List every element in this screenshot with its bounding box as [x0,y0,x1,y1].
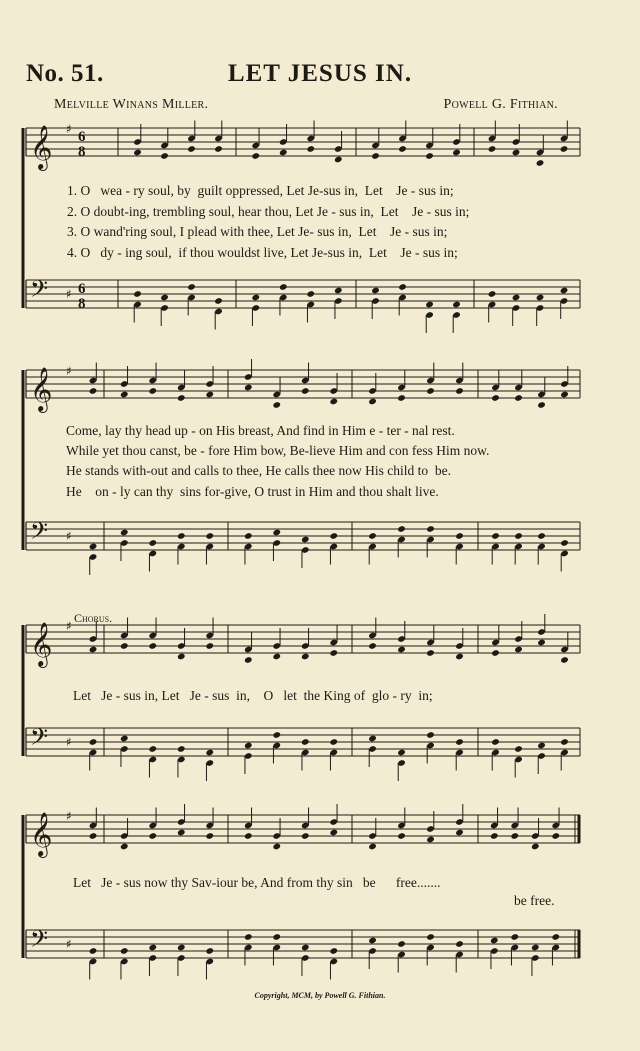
note-head [89,947,98,955]
hymn-number: No. 51. [26,60,104,87]
chorus-line-2: Let Je - sus now thy Sav-iour be, And from thy sin be free....... [73,875,441,890]
note-head [177,532,186,540]
note-head [89,832,98,840]
note-head [551,933,560,941]
note-head [531,843,540,851]
composer-credit: Powell G. Fithian. [443,97,558,112]
note-head [426,836,435,844]
note-head [531,944,540,952]
note-head [177,394,186,402]
note-head [120,529,129,537]
note-head [301,536,310,544]
note-head [177,745,186,753]
note-head [148,387,157,395]
note-head [187,145,196,153]
note-head [560,738,569,746]
note-head [334,156,343,164]
note-head [205,642,214,650]
note-head [560,391,569,399]
note-head [455,532,464,540]
note-head [425,152,434,160]
note-head [301,653,310,661]
note-head [214,297,223,305]
verse-4-line-1: 4. O dy - ing soul, if thou wouldst live, Let Je-sus in, Let Je - sus in; [67,245,458,260]
note-head [306,145,315,153]
note-head [368,735,377,743]
note-head [214,145,223,153]
note-head [89,646,98,654]
author-credit: Melville Winans Miller. [54,97,209,112]
treble-clef-icon: 𝄞 [30,367,53,411]
treble-clef-icon: 𝄞 [30,622,53,666]
note-head [368,843,377,851]
note-head [272,529,281,537]
note-head [205,947,214,955]
treble-clef-icon: 𝄞 [30,125,53,169]
note-head [279,283,288,291]
note-head [329,829,338,837]
note-head [120,735,129,743]
note-head [244,384,253,392]
note-head [205,391,214,399]
note-head [537,639,546,647]
note-head [551,832,560,840]
chorus-line-2-alt: be free. [514,893,555,908]
note-head [148,539,157,547]
copyright-notice: Copyright, MCM, by Powell G. Fithian. [254,991,386,1000]
note-head [514,745,523,753]
note-head [491,394,500,402]
note-head [177,944,186,952]
note-head [301,832,310,840]
note-head [397,646,406,654]
note-head [272,843,281,851]
time-signature-bottom: 8 [78,296,86,312]
note-head [490,937,499,945]
note-head [251,152,260,160]
note-head [160,152,169,160]
note-head [512,149,521,157]
note-head [148,642,157,650]
note-head [329,398,338,406]
note-head [244,832,253,840]
time-signature-bottom: 8 [78,144,86,160]
note-head [133,290,142,298]
verse-4-line-2: He on - ly can thy sins for-give, O trust in Him and thou shalt live. [66,484,439,499]
note-head [244,656,253,664]
verse-2-line-2: While yet thou canst, be - fore Him bow, Be-lieve Him and con fess Him now. [66,443,490,458]
sharp-icon: ♯ [66,287,72,301]
note-head [301,387,310,395]
note-head [455,829,464,837]
note-head [120,642,129,650]
note-head [177,653,186,661]
note-head [426,525,435,533]
bass-clef-icon: 𝄢 [30,517,49,550]
note-head [148,745,157,753]
note-head [301,944,310,952]
verse-3-line-1: 3. O wand'ring soul, I plead with thee, Let Je- sus in, Let Je - sus in; [67,224,448,239]
note-head [560,287,569,295]
note-head [133,149,142,157]
note-head [148,944,157,952]
note-head [397,749,406,757]
note-head [455,387,464,395]
note-head [329,649,338,657]
note-head [329,947,338,955]
note-head [490,832,499,840]
note-head [334,287,343,295]
note-head [397,832,406,840]
sharp-icon: ♯ [66,529,72,543]
note-head [120,391,129,399]
note-head [398,283,407,291]
note-head [510,933,519,941]
note-head [426,731,435,739]
note-head [205,832,214,840]
note-head [455,940,464,948]
note-head [537,742,546,750]
note-head [279,149,288,157]
note-head [272,653,281,661]
note-head [397,940,406,948]
note-head [491,738,500,746]
note-head [488,290,497,298]
note-head [371,287,380,295]
note-head [425,301,434,309]
sharp-icon: ♯ [66,122,72,136]
note-head [244,532,253,540]
chorus-line-1: Let Je - sus in, Let Je - sus in, O let the King of glo - ry in; [73,688,433,703]
note-head [301,738,310,746]
note-head [329,738,338,746]
sharp-icon: ♯ [66,619,72,633]
bass-clef-icon: 𝄢 [30,925,49,958]
note-head [455,738,464,746]
note-head [368,937,377,945]
note-head [537,401,546,409]
note-head [187,283,196,291]
note-head [120,947,129,955]
note-head [244,742,253,750]
note-head [510,832,519,840]
note-head [368,398,377,406]
note-head [272,731,281,739]
note-head [89,543,98,551]
note-head [306,290,315,298]
note-head [455,653,464,661]
note-head [536,159,545,167]
note-head [244,933,253,941]
note-head [426,387,435,395]
note-head [251,294,260,302]
bass-clef-icon: 𝄢 [30,275,49,308]
note-head [371,152,380,160]
note-head [397,525,406,533]
note-head [560,656,569,664]
bass-clef-icon: 𝄢 [30,723,49,756]
note-head [368,642,377,650]
chorus-label: Chorus. [74,611,113,625]
hymn-title: LET JESUS IN. [227,60,413,87]
note-head [148,832,157,840]
note-head [452,301,461,309]
note-head [368,532,377,540]
note-head [488,145,497,153]
note-head [205,749,214,757]
note-head [514,532,523,540]
note-head [272,401,281,409]
verse-2-line-1: 2. O doubt-ing, trembling soul, hear thou, Let Je - sus in, Let Je - sus in; [67,204,470,219]
note-head [272,933,281,941]
verse-3-line-2: He stands with-out and calls to thee, He calls thee now His child to be. [66,463,452,478]
note-head [491,532,500,540]
note-head [89,387,98,395]
note-head [329,532,338,540]
note-head [160,294,169,302]
note-head [120,843,129,851]
verse-1-line-2: Come, lay thy head up - on His breast, And find in Him e - ter - nal rest. [66,423,455,438]
note-head [398,145,407,153]
sharp-icon: ♯ [66,809,72,823]
note-head [177,829,186,837]
sharp-icon: ♯ [66,937,72,951]
note-head [89,738,98,746]
verse-1-line-1: 1. O wea - ry soul, by guilt oppressed, Let Je-sus in, Let Je - sus in; [67,183,454,198]
note-head [205,532,214,540]
note-head [452,149,461,157]
note-head [397,394,406,402]
note-head [514,394,523,402]
sharp-icon: ♯ [66,735,72,749]
note-head [512,294,521,302]
treble-clef-icon: 𝄞 [30,812,53,856]
note-head [560,145,569,153]
note-head [560,539,569,547]
note-head [537,532,546,540]
note-head [536,294,545,302]
note-head [426,933,435,941]
note-head [491,649,500,657]
note-head [426,649,435,657]
time-signature-top: 6 [78,129,86,145]
note-head [514,646,523,654]
sharp-icon: ♯ [66,364,72,378]
time-signature-top: 6 [78,281,86,297]
